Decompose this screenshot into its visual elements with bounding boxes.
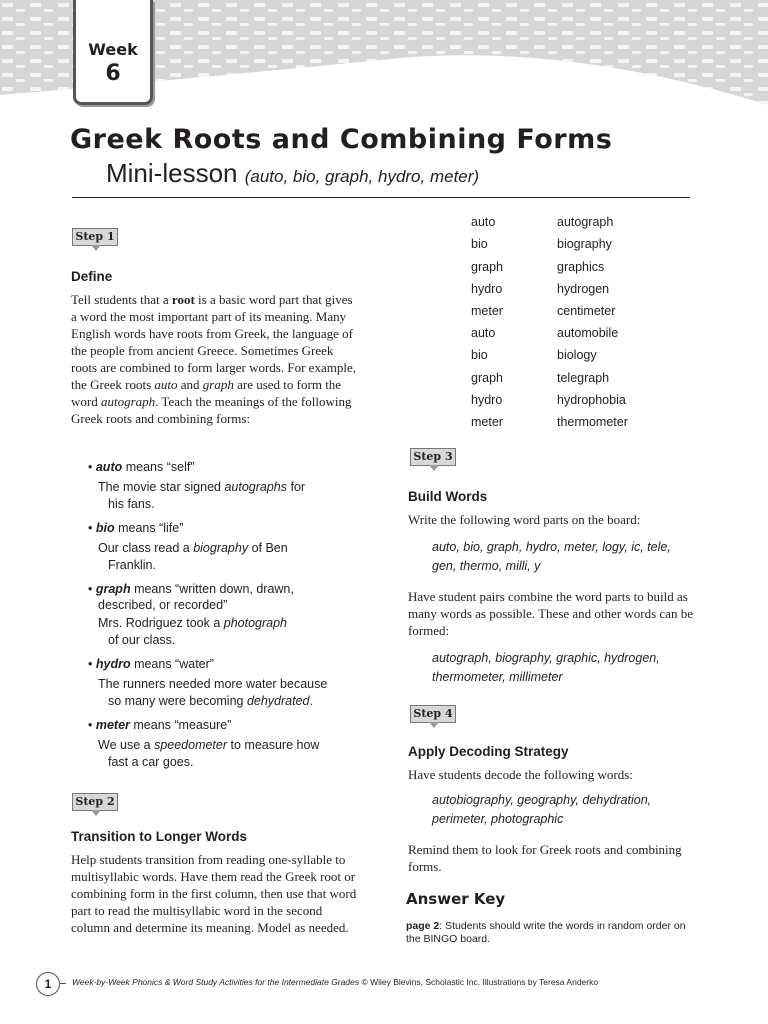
- answer-key-heading: Answer Key: [406, 890, 506, 908]
- step-word: Step: [75, 795, 104, 808]
- step-number: 1: [106, 230, 115, 243]
- build-instructions: Have student pairs combine the word parts to build as many words as possible. These and other words can be formed:: [408, 589, 693, 638]
- step-word: Step: [413, 450, 442, 463]
- root-item-bio: • bio means “life”: [88, 521, 184, 535]
- table-cell: meter: [471, 304, 503, 318]
- table-cell: bio: [471, 237, 488, 251]
- page-number: 1: [36, 972, 60, 996]
- step-1-badge: [72, 228, 118, 246]
- step-number: 4: [444, 707, 453, 720]
- root-item-graph: • graph means “written down, drawn, described, or recorded”: [88, 582, 294, 612]
- build-word-parts: auto, bio, graph, hydro, meter, logy, ic, tele, gen, thermo, milli, y: [432, 540, 671, 573]
- step-word: Step: [75, 230, 104, 243]
- decode-reminder: Remind them to look for Greek roots and combining forms.: [408, 842, 682, 874]
- step-number: 2: [106, 795, 115, 808]
- root-example: The movie star signed autographs for his fans.: [98, 480, 306, 511]
- table-cell: autograph: [557, 215, 614, 229]
- subtitle-main: Mini-lesson: [106, 158, 238, 188]
- table-cell: hydrophobia: [557, 393, 626, 407]
- table-cell: biology: [557, 348, 597, 362]
- root-item-hydro: • hydro means “water”: [88, 657, 214, 671]
- title-divider: [72, 197, 690, 198]
- step-4-badge: [410, 705, 456, 723]
- build-intro: Write the following word parts on the board:: [408, 512, 641, 527]
- answer-key-note: page 2: Students should write the words in random order on the BINGO board.: [406, 920, 686, 945]
- transition-paragraph: Help students transition from reading one-syllable to multisyllabic words. Have them read the Greek root or combining form in the first column, then use that word part to read the multisyllabic word in the second column and determine its meaning. Model as needed.: [71, 852, 357, 935]
- table-cell: graphics: [557, 260, 605, 274]
- decode-words: autobiography, geography, dehydration, perimeter, photographic: [432, 793, 652, 826]
- subtitle-roots: (auto, bio, graph, hydro, meter): [244, 167, 480, 186]
- week-number: 6: [105, 61, 121, 86]
- table-cell: bio: [471, 348, 488, 362]
- table-cell: hydro: [471, 282, 503, 296]
- table-cell: telegraph: [557, 371, 610, 385]
- table-cell: graph: [471, 371, 503, 385]
- root-example: We use a speedometer to measure how fast a car goes.: [98, 738, 320, 769]
- root-example: Our class read a biography of Ben Franklin.: [98, 541, 288, 572]
- decode-intro: Have students decode the following words:: [408, 767, 633, 782]
- decode-heading: Apply Decoding Strategy: [408, 744, 569, 759]
- step-2-badge: [72, 793, 118, 811]
- table-cell: auto: [471, 215, 496, 229]
- define-paragraph: Tell students that a root is a basic word part that gives a word the most important part of its meaning. Many English words have roots from Greek, the language of the people from ancient Greece. Sometimes Greek roots are combined to form larger words. For example, the Greek roots auto and graph are used to form the word autograph. Teach the meanings of the following Greek roots and combining forms:: [71, 292, 356, 426]
- table-cell: automobile: [557, 326, 619, 340]
- page-subtitle: [106, 158, 479, 189]
- table-cell: centimeter: [557, 304, 616, 318]
- table-cell: meter: [471, 415, 503, 429]
- table-cell: thermometer: [557, 415, 628, 429]
- footer-divider: [60, 983, 66, 984]
- step-3-badge: [410, 448, 456, 466]
- root-item-meter: • meter means “measure”: [88, 718, 232, 732]
- table-cell: auto: [471, 326, 496, 340]
- root-item-auto: • auto means “self”: [88, 460, 195, 474]
- step-word: Step: [413, 707, 442, 720]
- table-cell: hydro: [471, 393, 503, 407]
- footer-credit: Week-by-Week Phonics & Word Study Activities for the Intermediate Grades © Wiley Blevins, Scholastic Inc. Illustrations by Teresa Anderko: [72, 977, 599, 987]
- build-example-words: autograph, biography, graphic, hydrogen, thermometer, millimeter: [432, 651, 660, 684]
- table-cell: biography: [557, 237, 612, 251]
- root-meanings-list: [88, 459, 348, 778]
- transition-heading: Transition to Longer Words: [71, 829, 248, 844]
- step-number: 3: [444, 450, 453, 463]
- week-tab: [73, 0, 153, 105]
- build-heading: Build Words: [408, 489, 488, 504]
- table-cell: graph: [471, 260, 503, 274]
- table-cell: hydrogen: [557, 282, 610, 296]
- root-example: Mrs. Rodriguez took a photograph of our class.: [98, 616, 288, 647]
- page-title: Greek Roots and Combining Forms: [70, 124, 613, 155]
- define-heading: Define: [71, 269, 113, 284]
- root-example: The runners needed more water because so many were becoming dehydrated.: [98, 677, 328, 708]
- week-label: Week: [88, 40, 138, 59]
